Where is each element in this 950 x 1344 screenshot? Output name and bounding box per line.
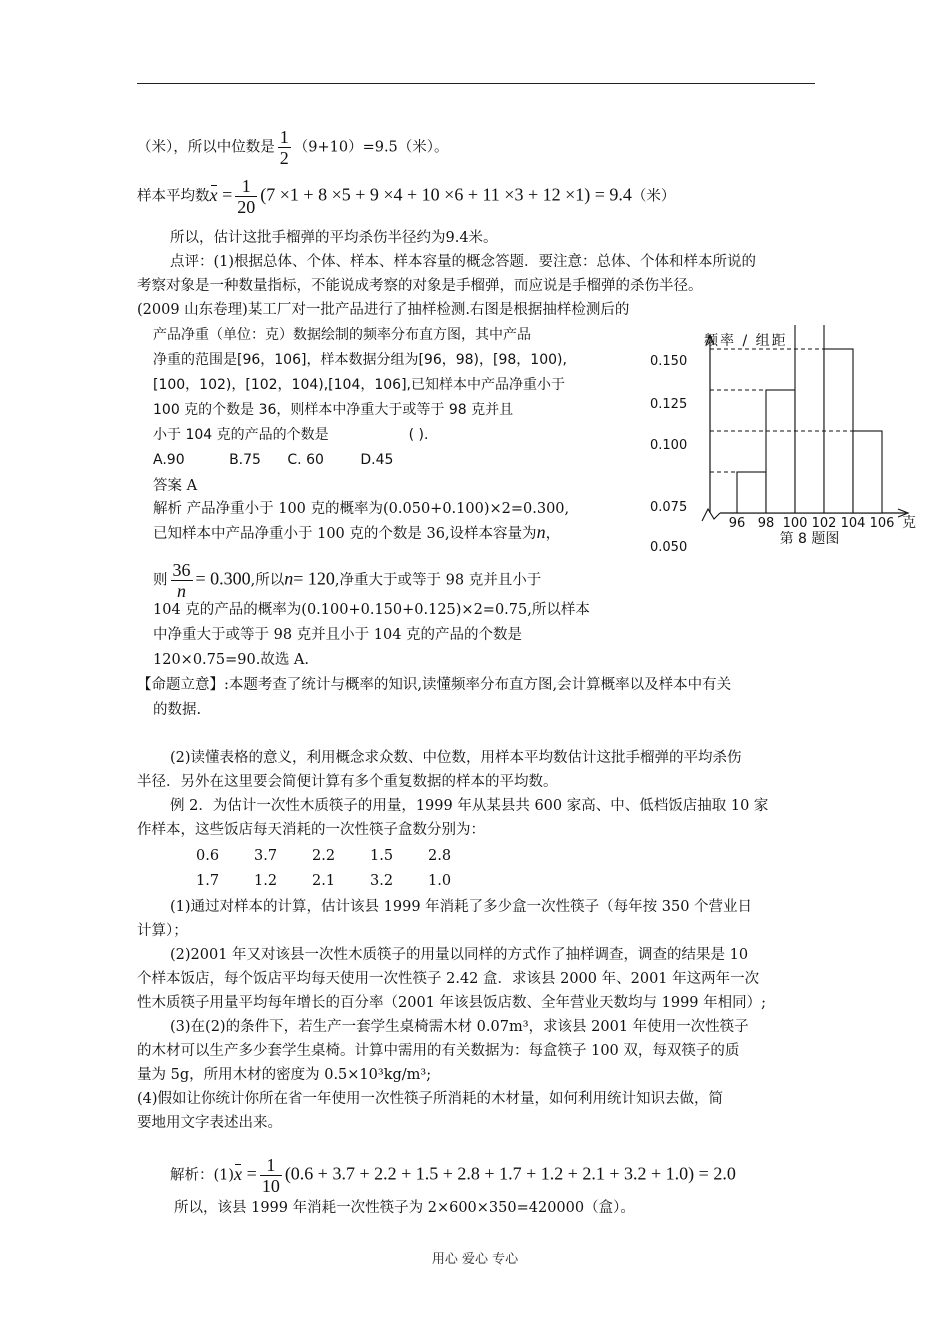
histogram-bar	[795, 325, 824, 513]
option-a: A.90	[153, 452, 185, 468]
problem-intro: (2009 山东卷理)某工厂对一批产品进行了抽样检测.右图是根据抽样检测后的	[137, 302, 630, 318]
histogram-bar	[853, 431, 882, 513]
solution-line-3: 则 $\frac{36}{n}$ = 0.300,所以n= 120,净重大于或等于 98 克并且小于	[153, 560, 542, 601]
question-3-line-3: 量为 5g，所用木材的密度为 0.5×10³kg/m³;	[137, 1067, 432, 1083]
option-c: C. 60	[287, 452, 324, 468]
question-1-line-1: (1)通过对样本的计算，估计该县 1999 年消耗了多少盒一次性筷子（每年按 350 个营业日	[170, 899, 753, 915]
solution-line-4: 104 克的产品的概率为(0.100+0.150+0.125)×2=0.75,所以样本	[153, 602, 590, 618]
problem-line-5: 小于 104 克的产品的个数是 ( ).	[153, 427, 429, 443]
x-tick-label: 102	[811, 516, 837, 531]
question-2-line-1: (2)2001 年又对该县一次性木质筷子的用量以同样的方式作了抽样调查，调查的结果是 10	[170, 947, 749, 963]
histogram-bar	[737, 472, 766, 513]
data-cell: 2.2	[312, 848, 336, 864]
page-footer: 用心 爱心 专心	[431, 1252, 519, 1267]
data-cell: 2.8	[428, 848, 452, 864]
x-tick-label: 104	[840, 516, 866, 531]
y-tick-label: 0.150	[650, 354, 688, 369]
x-tick-label: 106	[869, 516, 895, 531]
fraction-36-n: $\frac{36}{n}$	[172, 560, 191, 601]
x-bar: x	[234, 1163, 243, 1184]
problem-line-4: 100 克的个数是 36，则样本中净重大于或等于 98 克并且	[153, 402, 514, 418]
example-line-2: 作样本，这些饭店每天消耗的一次性筷子盒数分别为：	[137, 822, 485, 838]
question-4-line-2: 要地用文字表述出来。	[137, 1115, 282, 1131]
y-tick-label: 0.050	[650, 540, 688, 555]
solution-line-6: 120×0.75=90.故选 A.	[153, 652, 310, 668]
data-cell: 3.7	[254, 848, 278, 864]
para-line-2: 半径．另外在这里要会简便计算有多个重复数据的样本的平均数。	[137, 774, 558, 790]
mean-formula-line: 样本平均数x = $\frac{1}{20}$ (7 ×1 + 8 ×5 + 9 ×4 + 10 ×6 + 11 ×3 + 12 ×1) = 9.4（米）	[137, 176, 676, 217]
intent-line-2: 的数据.	[153, 702, 202, 718]
answer-conclusion: 所以，该县 1999 年消耗一次性筷子为 2×600×350=420000（盒）。	[174, 1200, 635, 1216]
options-row	[153, 450, 393, 470]
x-axis-label: 克	[902, 515, 916, 531]
x-bar: x	[209, 184, 218, 205]
fraction-1-20: $\frac{1}{20}$	[237, 176, 256, 217]
question-3-line-2: 的木材可以生产多少套学生桌椅。计算中需用的有关数据为：每盒筷子 100 双，每双筷子的质	[137, 1043, 740, 1059]
data-cell: 2.1	[312, 873, 336, 889]
histogram-bar	[766, 390, 795, 513]
y-axis-label: 频率 / 组距	[704, 333, 788, 349]
x-tick-label: 100	[782, 516, 808, 531]
solution-line-5: 中净重大于或等于 98 克并且小于 104 克的产品的个数是	[153, 627, 523, 643]
y-tick-label: 0.100	[650, 438, 688, 453]
para-line-1: (2)读懂表格的意义，利用概念求众数、中位数，用样本平均数估计这批手榴弹的平均杀伤	[170, 750, 742, 766]
y-tick-label: 0.125	[650, 397, 688, 412]
chart-title: 第 8 题图	[779, 531, 840, 547]
question-4-line-1: (4)假如让你统计你所在省一年使用一次性筷子所消耗的木材量，如何利用统计知识去做，简	[137, 1091, 724, 1107]
question-2-line-3: 性木质筷子用量平均每年增长的百分率（2001 年该县饭店数、全年营业天数均与 1999 年相同）;	[137, 995, 767, 1011]
conclusion-line: 所以，估计这批手榴弹的平均杀伤半径约为9.4米。	[170, 230, 498, 246]
option-b: B.75	[229, 452, 261, 468]
y-tick-label: 0.075	[650, 500, 688, 515]
data-cell: 3.2	[370, 873, 394, 889]
header-rule	[137, 83, 815, 84]
option-d: D.45	[360, 452, 394, 468]
solution-line-2: 已知样本中产品净重小于 100 克的个数是 36,设样本容量为n，	[153, 522, 561, 542]
x-tick-label: 96	[728, 516, 746, 531]
problem-line-3: [100，102)，[102，104),[104，106],已知样本中产品净重小于	[153, 377, 566, 393]
x-tick-label: 98	[757, 516, 775, 531]
solution-line-1: 解析 产品净重小于 100 克的概率为(0.050+0.100)×2=0.300,	[153, 501, 570, 517]
comment-line-2: 考察对象是一种数量指标，不能说成考察的对象是手榴弹，而应说是手榴弹的杀伤半径。	[137, 278, 703, 294]
question-3-line-1: (3)在(2)的条件下，若生产一套学生桌椅需木材 0.07m³，求该县 2001 年使用一次性筷子	[170, 1019, 749, 1035]
axis-break-mark	[702, 509, 720, 521]
fraction-half: $\frac{1}{2}$	[279, 127, 289, 168]
answer-line: 答案 A	[153, 478, 198, 494]
comment-line-1: 点评：(1)根据总体、个体、样本、样本容量的概念答题．要注意：总体、个体和样本所说的	[170, 254, 757, 270]
data-cell: 1.2	[254, 873, 278, 889]
problem-line-1: 产品净重（单位：克）数据绘制的频率分布直方图，其中产品	[153, 327, 531, 343]
question-2-line-2: 个样本饭店，每个饭店平均每天使用一次性筷子 2.42 盒．求该县 2000 年、2001 年这两年一次	[137, 971, 760, 987]
data-cell: 1.7	[196, 873, 220, 889]
median-line: （米），所以中位数是 $\frac{1}{2}$ （9+10）=9.5（米）。	[137, 127, 449, 168]
data-row-1	[196, 846, 451, 866]
problem-line-2: 净重的范围是[96，106]，样本数据分组为[96，98)，[98，100),	[153, 352, 567, 368]
frequency-histogram	[640, 325, 920, 565]
example-line-1: 例 2．为估计一次性木质筷子的用量，1999 年从某县共 600 家高、中、低档饭店抽取 10 家	[170, 798, 769, 814]
data-cell: 1.0	[428, 873, 452, 889]
answer-formula-line: 解析：(1)x = $\frac{1}{10}$ (0.6 + 3.7 + 2.2 + 1.5 + 2.8 + 1.7 + 1.2 + 2.1 + 3.2 + 1.0) = 2.0	[170, 1155, 736, 1196]
data-cell: 1.5	[370, 848, 394, 864]
data-cell: 0.6	[196, 848, 220, 864]
intent-line-1: 【命题立意】:本题考查了统计与概率的知识,读懂频率分布直方图,会计算概率以及样本中有关	[137, 677, 732, 693]
data-row-2	[196, 871, 451, 891]
question-1-line-2: 计算）；	[137, 923, 188, 939]
fraction-1-10: $\frac{1}{10}$	[261, 1155, 280, 1196]
